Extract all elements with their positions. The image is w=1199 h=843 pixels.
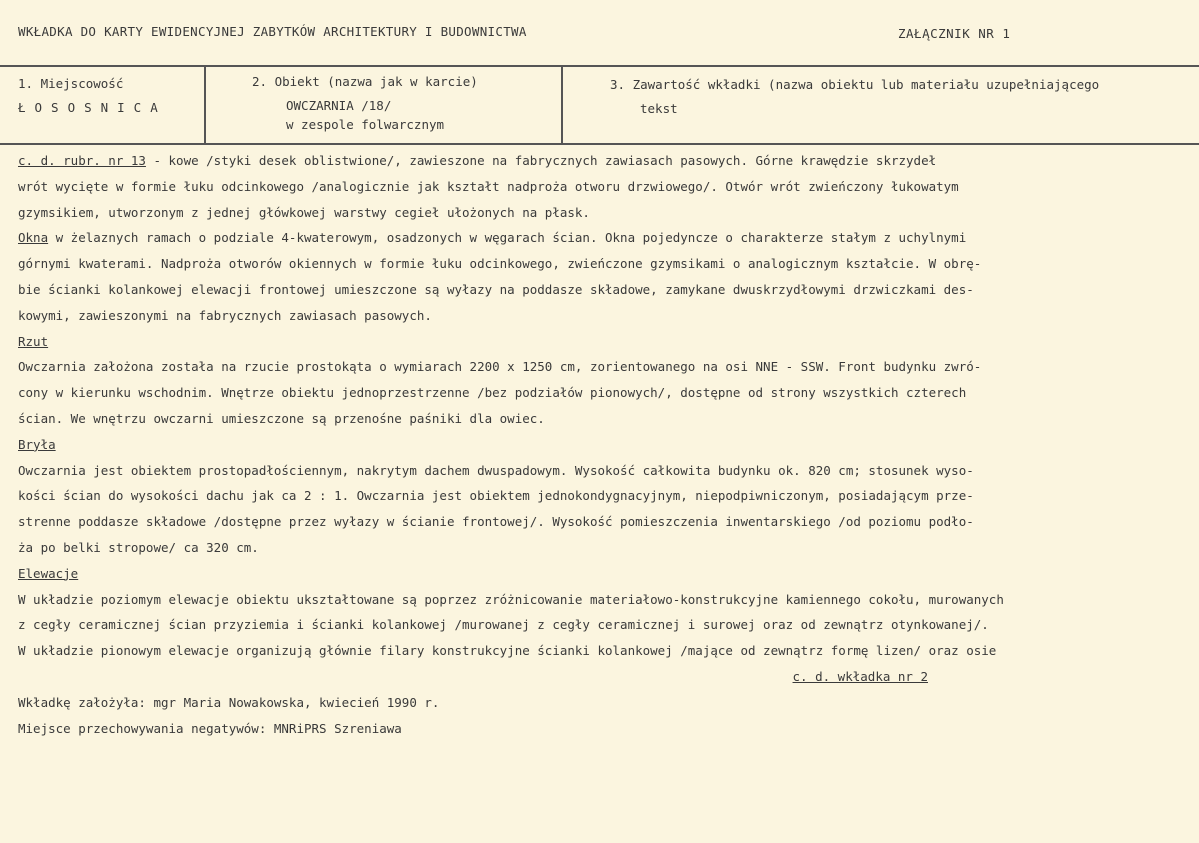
content-value: tekst [640, 101, 678, 116]
text-line: W układzie poziomym elewacje obiektu ukształtowane są poprzez zróżnicowanie materiałowo-konstrukcyjne kamiennego cokołu, murowanych [18, 591, 1004, 607]
text-line: W układzie pionowym elewacje organizują głównie filary konstrukcyjne ścianki kolankowej /mające od zewnątrz formę lizen/ oraz osie [18, 643, 997, 659]
continuation-reference: c. d. rubr. nr 13 [18, 153, 146, 168]
section-heading-plan: Rzut [18, 333, 49, 349]
column-divider-2 [561, 65, 563, 145]
author-line: Wkładkę założyła: mgr Maria Nowakowska, kwiecień 1990 r. [18, 694, 440, 710]
object-name: OWCZARNIA /18/ [286, 98, 392, 113]
text-line: Owczarnia założona została na rzucie prostokąta o wymiarach 2200 x 1250 cm, zorientowanego na osi NNE - SSW. Front budynku zwró- [18, 359, 982, 375]
table-bottom-rule [0, 143, 1199, 145]
text-line-content: - kowe /styki desek oblistwione/, zawieszone na fabrycznych zawiasach pasowych. Górne krawędzie skrzydeł [145, 153, 937, 168]
column-divider-1 [204, 65, 206, 145]
table-top-rule [0, 65, 1199, 67]
document-title: WKŁADKA DO KARTY EWIDENCYJNEJ ZABYTKÓW ARCHITEKTURY I BUDOWNICTWA [18, 24, 527, 39]
text-line: ża po belki stropowe/ ca 320 cm. [18, 539, 259, 555]
text-line: z cegły ceramicznej ścian przyziemia i ścianki kolankowej /murowanej z cegły ceramicznej i surowej oraz od zewnątrz otynkowanej/. [18, 617, 989, 633]
text-line: ścian. We wnętrzu owczarni umieszczone są przenośne paśniki dla owiec. [18, 410, 545, 426]
section-heading-massing: Bryła [18, 436, 56, 452]
content-label: 3. Zawartość wkładki (nazwa obiektu lub materiału uzupełniającego [610, 77, 1100, 92]
annex-number: ZAŁĄCZNIK NR 1 [898, 26, 1011, 41]
text-line: gzymsikiem, utworzonym z jednej główkowej warstwy cegieł ułożonych na płask. [18, 204, 590, 220]
section-heading-windows: Okna [18, 230, 49, 246]
text-line [18, 225, 1190, 251]
locality-value: ŁOSOSNICA [18, 100, 167, 115]
text-line-content: w żelaznych ramach o podziale 4-kwaterowym, osadzonych w węgarach ścian. Okna pojedyncze o charakterze stałym z uchylnymi [48, 230, 967, 246]
text-line: strenne poddasze składowe /dostępne przez wyłazy w ścianie frontowej/. Wysokość pomieszczenia inwentarskiego /od poziomu podło- [18, 514, 974, 530]
object-context: w zespole folwarcznym [286, 117, 445, 132]
object-label: 2. Obiekt (nazwa jak w karcie) [252, 74, 478, 89]
text-line: kości ścian do wysokości dachu jak ca 2 : 1. Owczarnia jest obiektem jednokondygnacyjnym, niepodpiwniczonym, posiadającym prze- [18, 488, 974, 504]
section-heading-elevations: Elewacje [18, 565, 79, 581]
text-line: kowymi, zawieszonymi na fabrycznych zawiasach pasowych. [18, 307, 432, 323]
continued-reference: c. d. wkładka nr 2 [792, 668, 928, 684]
continued-note [18, 664, 1190, 690]
text-line [18, 148, 1190, 174]
storage-line: Miejsce przechowywania negatywów: MNRiPRS Szreniawa [18, 720, 402, 736]
description-text [18, 148, 1190, 741]
text-line: Owczarnia jest obiektem prostopadłościennym, nakrytym dachem dwuspadowym. Wysokość całkowita budynku ok. 820 cm; stosunek wyso- [18, 462, 974, 478]
text-line: cony w kierunku wschodnim. Wnętrze obiektu jednoprzestrzenne /bez podziałów pionowych/, dostępne od strony wszystkich czterech [18, 385, 967, 401]
text-line: wrót wycięte w formie łuku odcinkowego /analogicznie jak kształt nadproża otworu drzwiowego/. Otwór wrót zwieńczony łukowatym [18, 178, 959, 194]
locality-label: 1. Miejscowość [18, 76, 124, 91]
text-line: bie ścianki kolankowej elewacji frontowej umieszczone są wyłazy na poddasze składowe, zamykane dwuskrzydłowymi drzwiczkami des- [18, 281, 974, 297]
text-line: górnymi kwaterami. Nadproża otworów okiennych w formie łuku odcinkowego, zwieńczone gzymsikami o analogicznym kształcie. W obrę- [18, 256, 982, 272]
